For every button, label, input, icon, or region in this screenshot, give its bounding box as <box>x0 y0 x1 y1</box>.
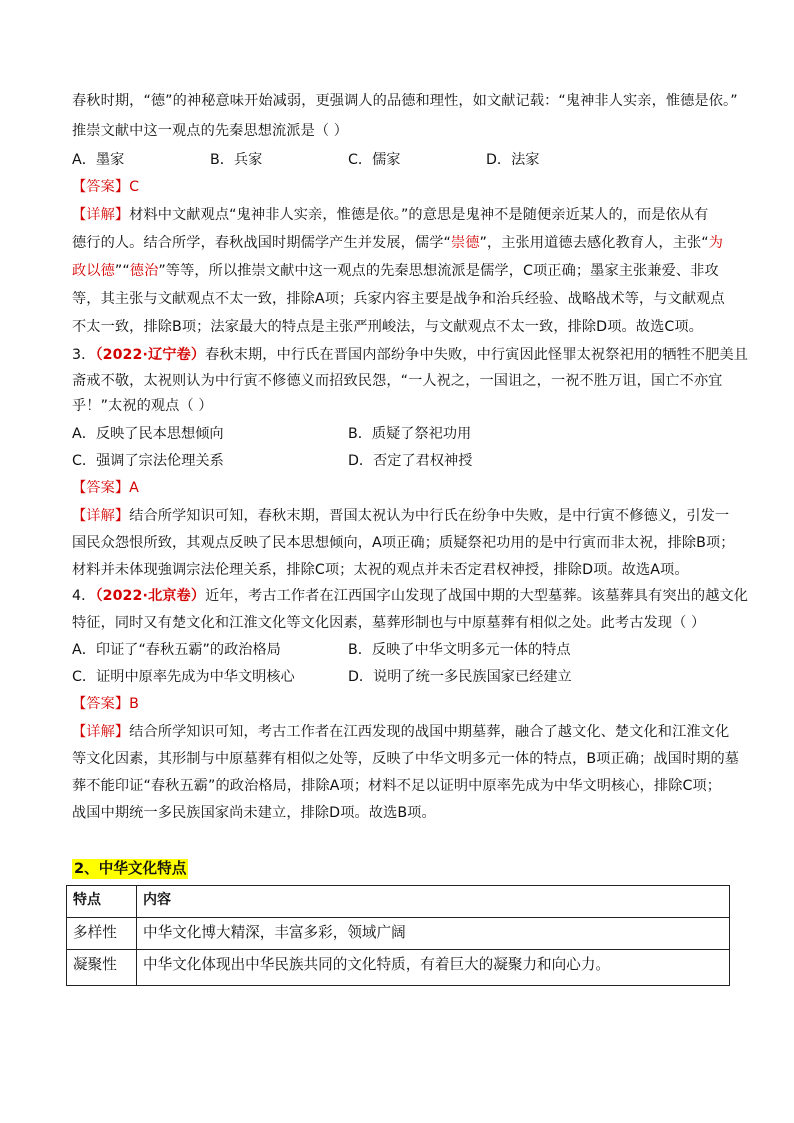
highlight-text: 德治 <box>129 263 159 279</box>
detail-text: 结合所学知识可知，春秋末期，晋国太祝认为中行氏在纷争中失败，是中行寅不修德义，引发一 <box>129 508 730 524</box>
q4-option-d: D．说明了统一多民族国家已经建立 <box>348 669 572 685</box>
detail-text: ”“ <box>114 263 130 279</box>
stem-text: 近年，考古工作者在江西国字山发现了战国中期的大型墓葬。该墓葬具有突出的越文化 <box>205 588 749 604</box>
detail-tag: 【详解】 <box>72 724 130 740</box>
detail-text: 德行的人。结合所学，春秋战国时期儒学产生并发展，儒学“ <box>72 235 451 251</box>
section-title: 2、中华文化特点 <box>74 860 187 877</box>
features-table <box>66 885 730 986</box>
table-row <box>67 950 730 986</box>
detail-text: 结合所学知识可知，考古工作者在江西发现的战国中期墓葬，融合了越文化、楚文化和江淮文化 <box>129 724 730 740</box>
q4-stem-line-2: 特征，同时又有楚文化和江淮文化等文化因素，墓葬形制也与中原墓葬有相似之处。此考古发现（ ） <box>72 615 706 631</box>
answer-tag: 【答案】 <box>72 480 130 496</box>
q4-stem-line-1 <box>72 586 748 606</box>
table-cell: 中华文化博大精深，丰富多彩，领域广阔 <box>137 918 730 950</box>
q3-detail-line-1 <box>72 506 729 526</box>
q4-detail-line-3: 葬不能印证“春秋五霸”的政治格局，排除A项；材料不足以证明中原率先成为中华文明核心，排除C项； <box>72 778 722 794</box>
q4-option-b: B．反映了中华文明多元一体的特点 <box>348 642 571 658</box>
question-source: （2022·辽宁卷） <box>95 347 206 363</box>
table-cell: 多样性 <box>67 918 137 950</box>
q2-option-d: D．法家 <box>486 152 540 168</box>
answer-value: B <box>129 696 139 712</box>
answer-value: A <box>129 480 139 496</box>
q2-detail-line-3 <box>72 261 719 281</box>
q4-detail-line-4: 战国中期统一多民族国家尚未建立，排除D项。故选B项。 <box>72 805 436 821</box>
q3-stem-line-1 <box>72 345 748 365</box>
table-cell: 凝聚性 <box>67 950 137 986</box>
answer-value: C <box>129 179 140 195</box>
q3-option-c: C．强调了宗法伦理关系 <box>72 453 224 469</box>
q2-answer <box>72 177 139 197</box>
answer-tag: 【答案】 <box>72 696 130 712</box>
q3-stem-line-3: 乎！”太祝的观点（ ） <box>72 398 213 414</box>
table-header-cell: 特点 <box>67 886 137 918</box>
q3-option-b: B．质疑了祭祀功用 <box>348 426 472 442</box>
q4-answer <box>72 694 139 714</box>
question-number: 4． <box>72 588 96 604</box>
q2-detail-line-1 <box>72 205 708 225</box>
detail-tag: 【详解】 <box>72 207 130 223</box>
q2-option-c: C．儒家 <box>348 152 401 168</box>
q2-option-a: A．墨家 <box>72 152 125 168</box>
q4-option-c: C．证明中原率先成为中华文明核心 <box>72 669 295 685</box>
table-header-row <box>67 886 730 918</box>
question-number: 3． <box>72 347 96 363</box>
q2-detail-line-4: 等，其主张与文献观点不太一致，排除A项；兵家内容主要是战争和治兵经验、战略战术等，与文献观点 <box>72 291 725 307</box>
q4-detail-line-2: 等文化因素，其形制与中原墓葬有相似之处等，反映了中华文明多元一体的特点，B项正确；战国时期的墓 <box>72 751 740 767</box>
q2-detail-line-5: 不太一致，排除B项；法家最大的特点是主张严刑峻法，与文献观点不太一致，排除D项。故选C项。 <box>72 319 703 335</box>
q3-answer <box>72 478 139 498</box>
table-row <box>67 918 730 950</box>
q3-option-a: A．反映了民本思想倾向 <box>72 426 224 442</box>
q2-stem-line-1: 春秋时期，“德”的神秘意味开始减弱，更强调人的品德和理性，如文献记载：“鬼神非人实亲，惟德是依。” <box>72 93 738 109</box>
detail-text: 材料中文献观点“鬼神非人实亲，惟德是依。”的意思是鬼神不是随便亲近某人的，而是依从有 <box>129 207 709 223</box>
detail-text: ”等等，所以推崇文献中这一观点的先秦思想流派是儒学，C项正确；墨家主张兼爱、非攻 <box>158 263 719 279</box>
q2-option-b: B．兵家 <box>210 152 263 168</box>
highlight-text: 崇德 <box>450 235 480 251</box>
q2-detail-line-2 <box>72 233 723 253</box>
highlight-text: 政以德 <box>72 263 115 279</box>
q4-option-a: A．印证了“春秋五霸”的政治格局 <box>72 642 281 658</box>
q3-stem-line-2: 斋戒不敬，太祝则认为中行寅不修德义而招致民怨，“一人祝之，一国诅之，一祝不胜万诅，国亡不亦宜 <box>72 373 723 389</box>
answer-tag: 【答案】 <box>72 179 130 195</box>
q3-detail-line-2: 国民众怨恨所致，其观点反映了民本思想倾向，A项正确；质疑祭祀功用的是中行寅而非太祝，排除B项； <box>72 535 735 551</box>
detail-tag: 【详解】 <box>72 508 130 524</box>
stem-text: 春秋末期，中行氏在晋国内部纷争中失败，中行寅因此怪罪太祝祭祀用的牺牲不肥美且 <box>205 347 749 363</box>
detail-text: ”，主张用道德去感化教育人，主张“ <box>479 235 709 251</box>
question-source: （2022·北京卷） <box>95 588 206 604</box>
highlight-text: 为 <box>708 235 724 251</box>
q4-detail-line-1 <box>72 722 729 742</box>
q3-detail-line-3: 材料并未体现強调宗法伦理关系，排除C项；太祝的观点并未否定君权神授，排除D项。故选A项。 <box>72 562 689 578</box>
q2-stem-line-2: 推崇文献中这一观点的先秦思想流派是（ ） <box>72 123 349 139</box>
table-header-cell: 内容 <box>137 886 730 918</box>
q3-option-d: D．否定了君权神授 <box>348 453 473 469</box>
table-cell: 中华文化体现出中华民族共同的文化特质，有着巨大的凝聚力和向心力。 <box>137 950 730 986</box>
